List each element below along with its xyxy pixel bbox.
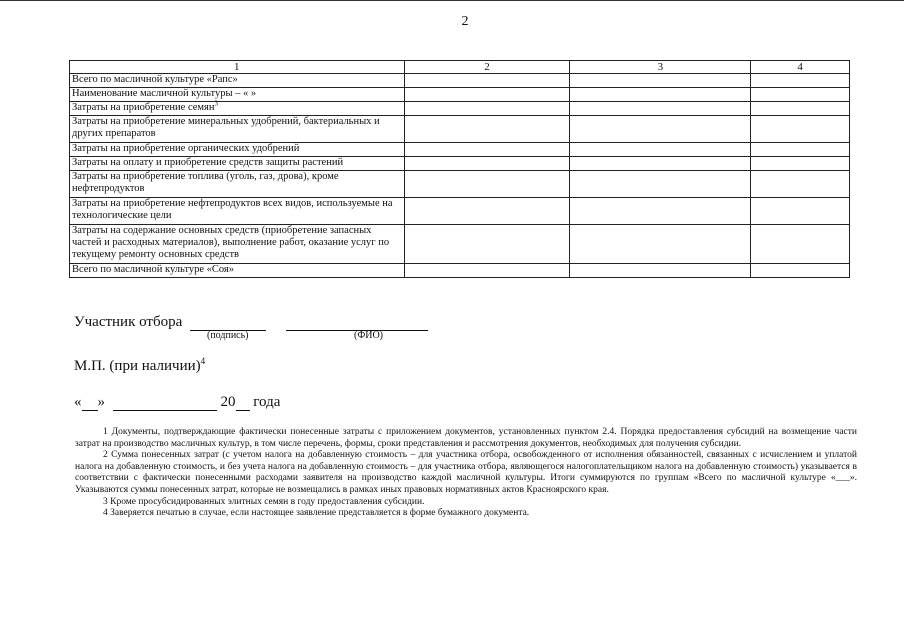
row-label xyxy=(70,99,405,116)
value-cell[interactable] xyxy=(404,88,570,102)
value-cell[interactable] xyxy=(570,88,751,102)
footnote: 3 Кроме просубсидированных элитных семян в году предоставления субсидии. xyxy=(103,496,425,507)
participant-label: Участник отбора xyxy=(74,314,183,330)
value-cell[interactable] xyxy=(570,157,751,171)
row-label-text: Затраты на приобретение семян xyxy=(72,102,215,113)
value-cell[interactable] xyxy=(751,102,850,116)
value-cell[interactable] xyxy=(751,74,850,88)
row-label xyxy=(70,74,405,88)
year-suffix: года xyxy=(253,394,281,410)
footnote: 2 Сумма понесенных затрат (с учетом налога на добавленную стоимость – для участника отбора, освобожденного от исполнения обязанностей, связанных с исчислением и уплатой налога на добавленную стоимость, и без учета налога на добавленную стоимость – для участника отбора, являющегося налогоплательщиком налога на добавленную стоимость) указывается в соответствии с фактически понесенными расходами заявителя на производство каждой масличной культуры. Итоги суммируются по группам «Всего по масличной культуре «___». Указываются суммы понесенных затрат, которые не возмещались в рамках иных правовых нормативных актов Красноярского края. xyxy=(75,450,857,495)
row-label xyxy=(70,116,405,143)
table-header-cell: 2 xyxy=(404,61,570,74)
table-row xyxy=(70,198,850,225)
row-label xyxy=(70,198,405,225)
value-cell[interactable] xyxy=(751,264,850,278)
table-row xyxy=(70,102,850,116)
value-cell[interactable] xyxy=(751,88,850,102)
signature-caption: (подпись) xyxy=(207,330,249,341)
value-cell[interactable] xyxy=(404,171,570,198)
row-label xyxy=(70,225,405,264)
stamp-text: М.П. (при наличии) xyxy=(74,358,201,374)
row-label-text: Затраты на приобретение топлива (уголь, газ, дрова), кроме нефтепродуктов xyxy=(72,171,339,194)
year-prefix: 20 xyxy=(220,394,236,410)
table-row xyxy=(70,171,850,198)
value-cell[interactable] xyxy=(404,143,570,157)
table-row xyxy=(70,264,850,278)
row-label-text: Наименование масличной культуры – « » xyxy=(72,88,257,99)
value-cell[interactable] xyxy=(570,171,751,198)
signature-block xyxy=(74,314,428,331)
value-cell[interactable] xyxy=(570,102,751,116)
row-label-text: Затраты на приобретение органических удобрений xyxy=(72,143,300,154)
footnote: 4 Заверяется печатью в случае, если настоящее заявление представляется в форме бумажного документа. xyxy=(103,508,530,519)
year-field[interactable] xyxy=(236,410,250,411)
date-line xyxy=(74,394,280,411)
value-cell[interactable] xyxy=(570,143,751,157)
row-label-text: Затраты на приобретение минеральных удобрений, бактериальных и других препаратов xyxy=(72,116,380,139)
page-number: 2 xyxy=(461,14,469,29)
name-caption: (ФИО) xyxy=(354,330,384,341)
value-cell[interactable] xyxy=(404,102,570,116)
value-cell[interactable] xyxy=(404,225,570,264)
row-label-text: Затраты на оплату и приобретение средств защиты растений xyxy=(72,157,344,168)
row-label xyxy=(70,143,405,157)
value-cell[interactable] xyxy=(751,225,850,264)
value-cell[interactable] xyxy=(751,198,850,225)
value-cell[interactable] xyxy=(404,157,570,171)
table-row xyxy=(70,143,850,157)
value-cell[interactable] xyxy=(570,116,751,143)
row-label-text: Затраты на приобретение нефтепродуктов всех видов, используемые на технологические цели xyxy=(72,198,393,221)
stamp-line xyxy=(74,358,205,375)
footnote: 1 Документы, подтверждающие фактически понесенные затраты с приложением документов, установленных пунктом 2.4. Порядка предоставления субсидий на возмещение части затрат на производство масличных культур, в том числе перечень, формы, сроки представления и рассмотрения документов, необходимых для получения субсидии. xyxy=(75,427,857,449)
table-row xyxy=(70,157,850,171)
footnote-marker: 3 xyxy=(214,99,218,108)
row-label xyxy=(70,157,405,171)
table-row xyxy=(70,74,850,88)
value-cell[interactable] xyxy=(751,157,850,171)
page-edge xyxy=(0,0,904,1)
value-cell[interactable] xyxy=(404,198,570,225)
row-label-text: Затраты на содержание основных средств (приобретение запасных частей и расходных материалов), выполнение работ, оказание услуг по текущему ремонту основных средств xyxy=(72,225,390,260)
value-cell[interactable] xyxy=(751,171,850,198)
row-label xyxy=(70,264,405,278)
table-header-cell: 3 xyxy=(570,61,751,74)
table-row xyxy=(70,116,850,143)
month-field[interactable] xyxy=(113,410,217,411)
day-field[interactable] xyxy=(82,410,98,411)
quote-close: » xyxy=(97,394,105,410)
value-cell[interactable] xyxy=(404,74,570,88)
table-row xyxy=(70,88,850,102)
value-cell[interactable] xyxy=(751,116,850,143)
value-cell[interactable] xyxy=(404,264,570,278)
footnote-marker: 4 xyxy=(200,356,206,366)
value-cell[interactable] xyxy=(404,116,570,143)
table-header-cell: 1 xyxy=(70,61,405,74)
value-cell[interactable] xyxy=(570,225,751,264)
value-cell[interactable] xyxy=(570,264,751,278)
row-label-text: Всего по масличной культуре «Соя» xyxy=(72,264,235,275)
value-cell[interactable] xyxy=(751,143,850,157)
table-header-cell: 4 xyxy=(751,61,850,74)
row-label xyxy=(70,171,405,198)
table-header-row xyxy=(70,61,850,74)
value-cell[interactable] xyxy=(570,198,751,225)
table-row xyxy=(70,225,850,264)
row-label-text: Всего по масличной культуре «Рапс» xyxy=(72,74,238,85)
footnotes xyxy=(75,427,857,520)
value-cell[interactable] xyxy=(570,74,751,88)
costs-table xyxy=(69,60,850,278)
row-label xyxy=(70,88,405,102)
quote-open: « xyxy=(74,394,82,410)
